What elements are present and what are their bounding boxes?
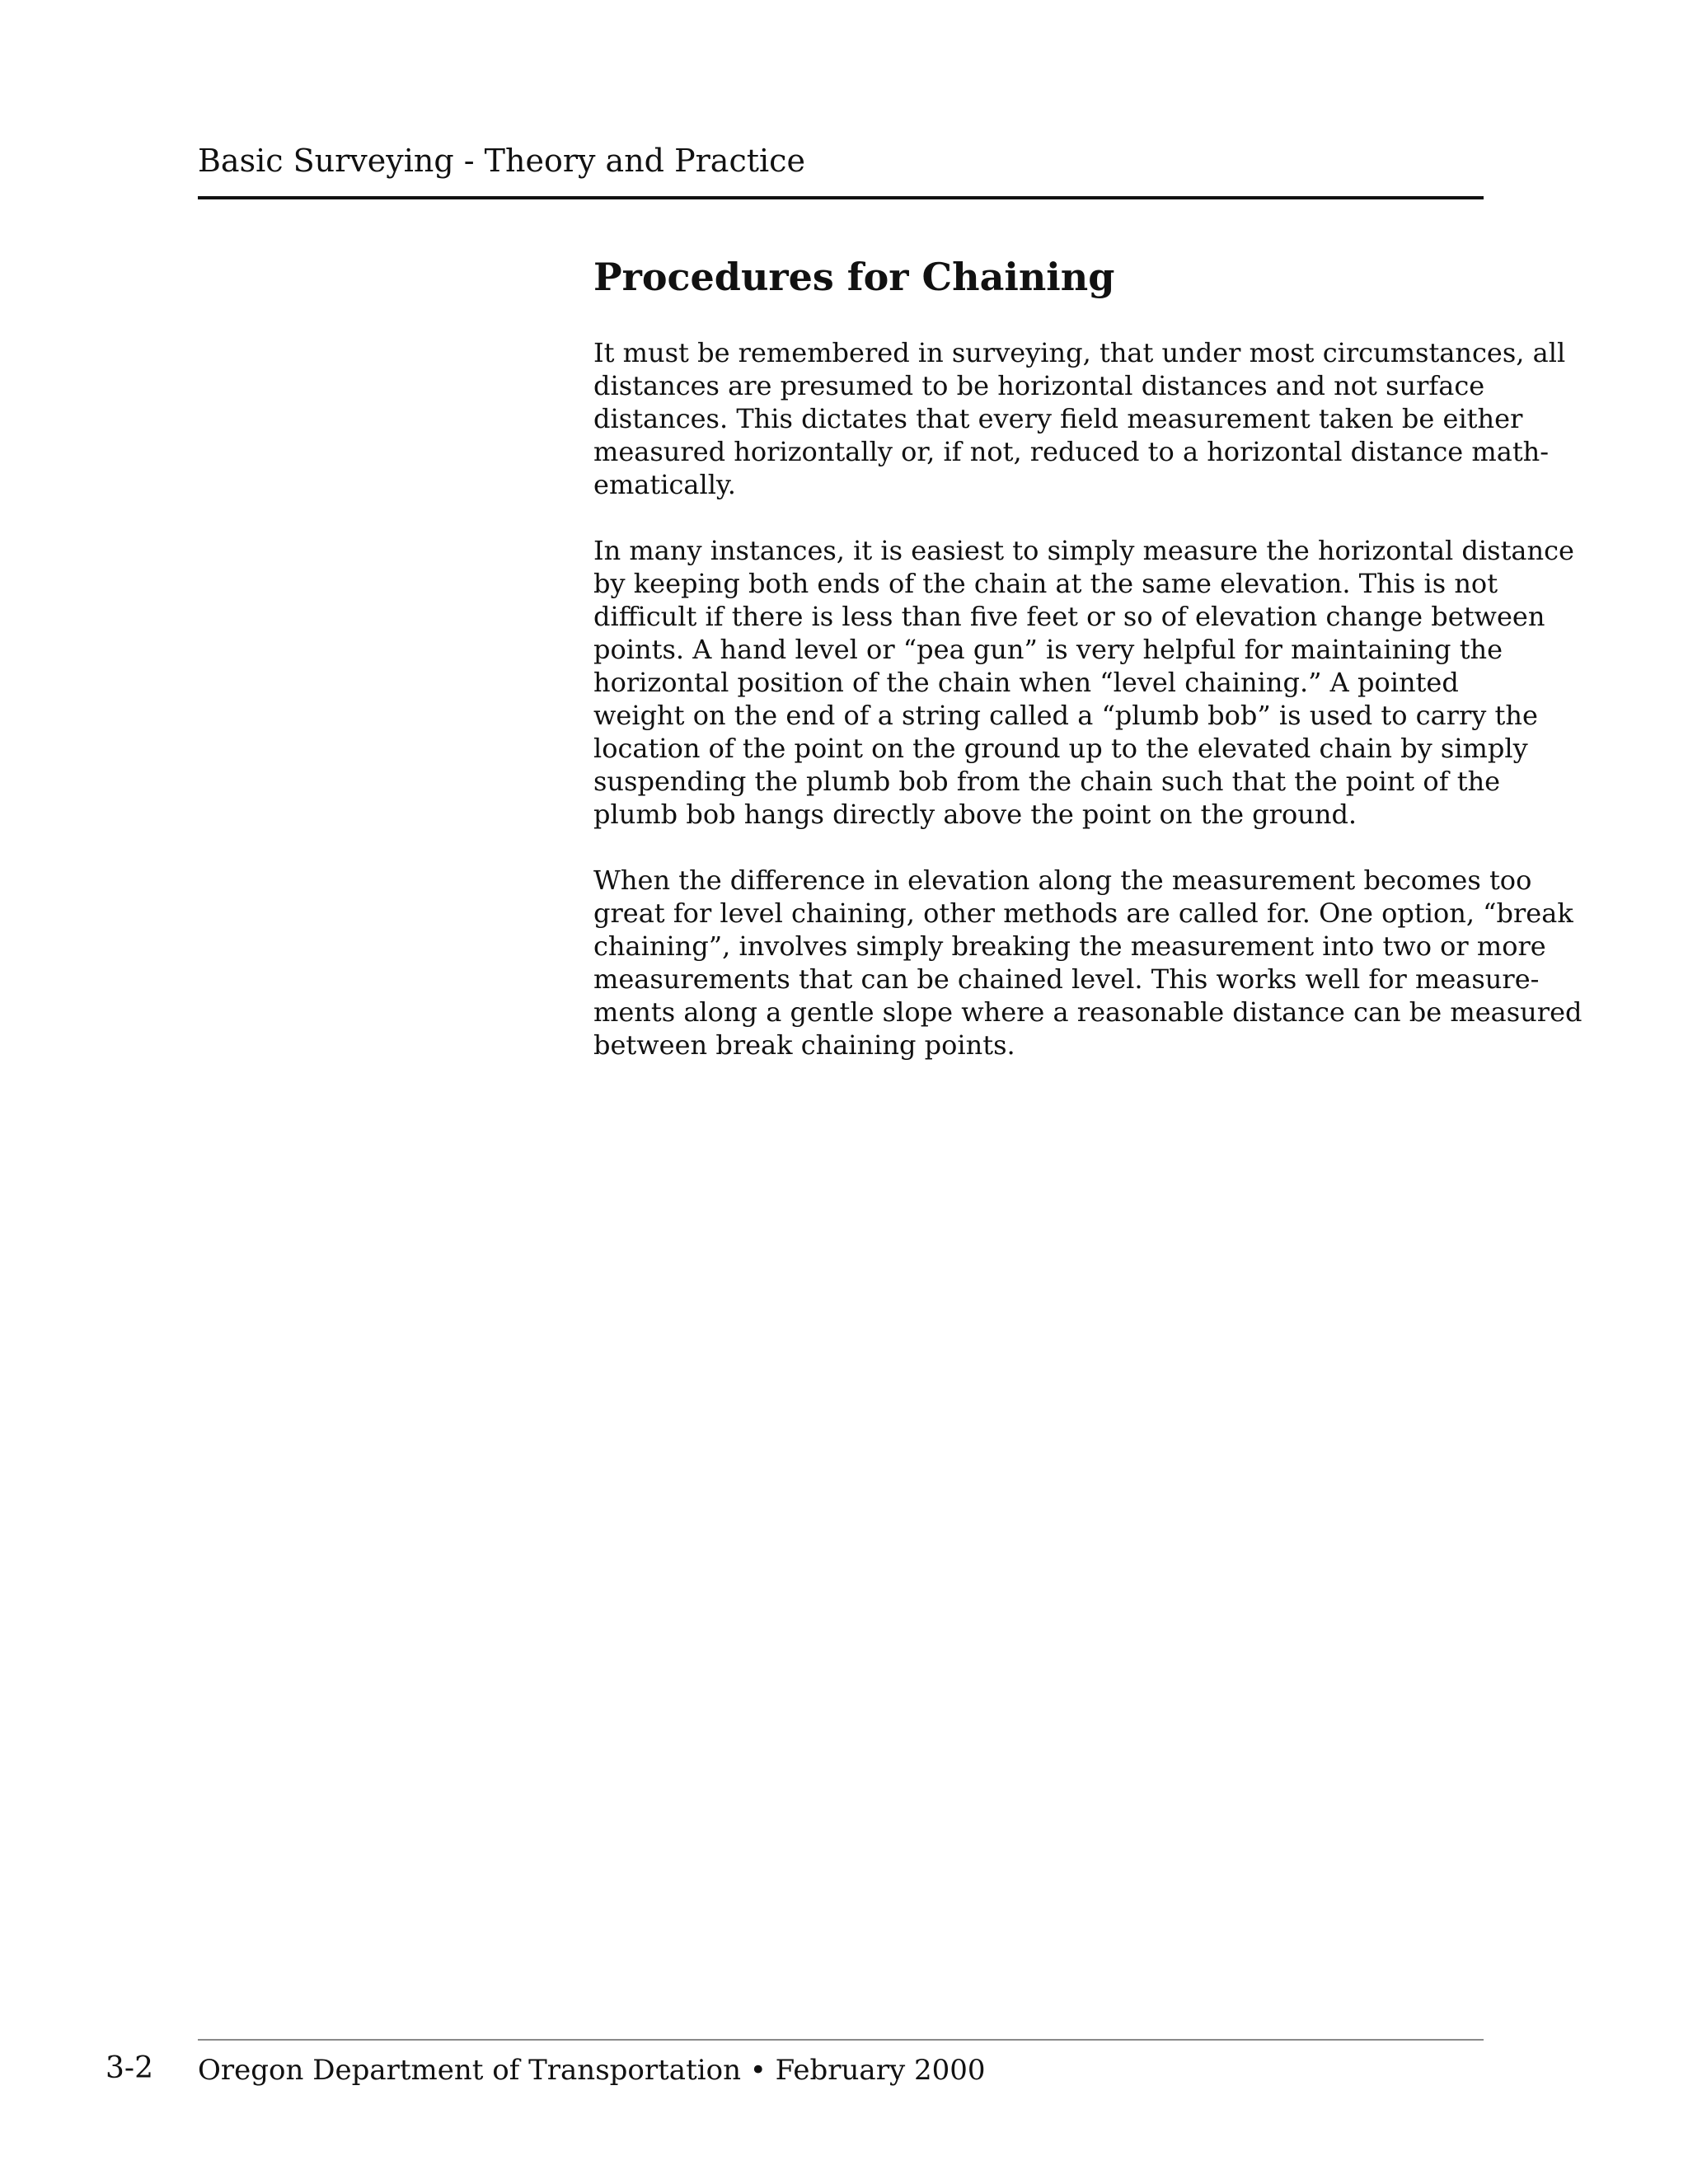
text-line: difficult if there is less than five feet or so of elevation change between	[593, 601, 1545, 632]
text-line: weight on the end of a string called a “plumb bob” is used to carry the	[593, 700, 1538, 731]
page-number: 3-2	[106, 2051, 153, 2085]
text-line: ments along a gentle slope where a reasonable distance can be measured	[593, 996, 1582, 1028]
paragraph-2	[593, 534, 1574, 831]
text-line: plumb bob hangs directly above the point on the ground.	[593, 799, 1357, 830]
text-line: When the difference in elevation along the measurement becomes too	[593, 865, 1532, 896]
text-line: distances. This dictates that every field measurement taken be either	[593, 403, 1523, 434]
text-line: measurements that can be chained level. This works well for measure-	[593, 963, 1540, 995]
text-line: It must be remembered in surveying, that under most circumstances, all	[593, 337, 1566, 368]
text-line: location of the point on the ground up to the elevated chain by simply	[593, 733, 1528, 764]
footer-text: Oregon Department of Transportation • February 2000	[198, 2054, 986, 2087]
paragraph-3	[593, 864, 1582, 1062]
text-line: distances are presumed to be horizontal distances and not surface	[593, 370, 1485, 401]
text-line: measured horizontally or, if not, reduced to a horizontal distance math-	[593, 436, 1550, 467]
running-header: Basic Surveying - Theory and Practice	[198, 143, 805, 179]
footer-rule	[198, 2039, 1484, 2041]
paragraph-1	[593, 336, 1566, 501]
text-line: horizontal position of the chain when “level chaining.” A pointed	[593, 667, 1459, 698]
text-line: great for level chaining, other methods are called for. One option, “break	[593, 898, 1573, 929]
text-line: suspending the plumb bob from the chain such that the point of the	[593, 766, 1501, 797]
text-line: ematically.	[593, 469, 736, 500]
body-text	[593, 336, 1582, 1094]
header-rule	[198, 196, 1484, 199]
section-title: Procedures for Chaining	[593, 255, 1115, 299]
text-line: points. A hand level or “pea gun” is very helpful for maintaining the	[593, 634, 1503, 665]
text-line: between break chaining points.	[593, 1029, 1015, 1061]
text-line: In many instances, it is easiest to simply measure the horizontal distance	[593, 535, 1574, 566]
text-line: by keeping both ends of the chain at the same elevation. This is not	[593, 568, 1498, 599]
text-line: chaining”, involves simply breaking the measurement into two or more	[593, 930, 1546, 962]
